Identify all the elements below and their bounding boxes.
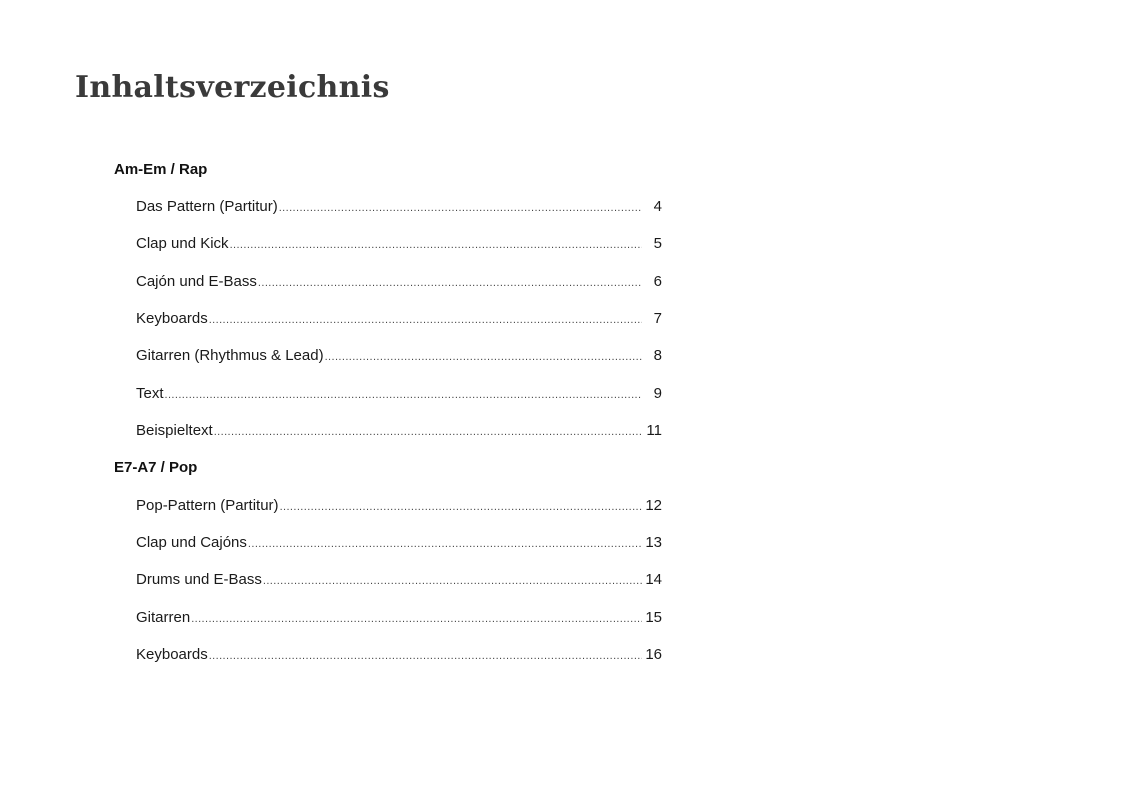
toc-entry-cajon-und-e-bass[interactable] [136, 272, 662, 292]
entry-page-number: 5 [653, 235, 662, 252]
toc-entry-pop-pattern[interactable] [136, 496, 662, 516]
entry-title: Gitarren [136, 609, 191, 626]
entry-page-number: 13 [645, 534, 662, 551]
dot-leader [165, 385, 642, 405]
entry-page-number: 14 [645, 571, 662, 588]
entry-title: Pop-Pattern (Partitur) [136, 497, 279, 514]
dot-leader [191, 609, 642, 629]
entry-title: Das Pattern (Partitur) [136, 198, 278, 215]
section-heading-am-em-rap: Am-Em / Rap [114, 161, 208, 178]
entry-page-number: 16 [645, 646, 662, 663]
toc-entry-beispieltext[interactable] [136, 421, 662, 441]
section-heading-e7-a7-pop: E7-A7 / Pop [114, 459, 198, 476]
entry-page-number: 6 [653, 273, 662, 290]
toc-entry-clap-und-cajons[interactable] [136, 533, 662, 553]
entry-title: Text [136, 385, 164, 402]
entry-page-number: 8 [653, 347, 662, 364]
dot-leader [263, 571, 642, 591]
entry-title: Clap und Cajóns [136, 534, 247, 551]
toc-entry-gitarren[interactable] [136, 608, 662, 628]
entry-title: Keyboards [136, 646, 208, 663]
toc-entry-keyboards[interactable] [136, 309, 662, 329]
entry-page-number: 4 [653, 198, 662, 215]
dot-leader [248, 534, 642, 554]
dot-leader [280, 497, 642, 517]
entry-page-number: 11 [646, 422, 662, 439]
dot-leader [209, 310, 642, 330]
dot-leader [325, 347, 642, 367]
toc-entry-keyboards-pop[interactable] [136, 645, 662, 665]
entry-page-number: 7 [653, 310, 662, 327]
dot-leader [258, 273, 642, 293]
page-title: Inhaltsverzeichnis [75, 70, 390, 105]
toc-entry-drums-und-e-bass[interactable] [136, 570, 662, 590]
dot-leader [214, 422, 642, 442]
entry-title: Keyboards [136, 310, 208, 327]
toc-entry-gitarren-rhythmus-lead[interactable] [136, 346, 662, 366]
entry-title: Cajón und E-Bass [136, 273, 257, 290]
toc-entry-das-pattern[interactable] [136, 197, 662, 217]
toc-entry-text[interactable] [136, 384, 662, 404]
entry-title: Drums und E-Bass [136, 571, 262, 588]
dot-leader [279, 198, 642, 218]
entry-title: Beispieltext [136, 422, 213, 439]
entry-title: Gitarren (Rhythmus & Lead) [136, 347, 324, 364]
entry-page-number: 15 [645, 609, 662, 626]
dot-leader [230, 235, 642, 255]
entry-page-number: 12 [645, 497, 662, 514]
toc-entry-clap-und-kick[interactable] [136, 234, 662, 254]
entry-page-number: 9 [653, 385, 662, 402]
dot-leader [209, 646, 642, 666]
entry-title: Clap und Kick [136, 235, 229, 252]
